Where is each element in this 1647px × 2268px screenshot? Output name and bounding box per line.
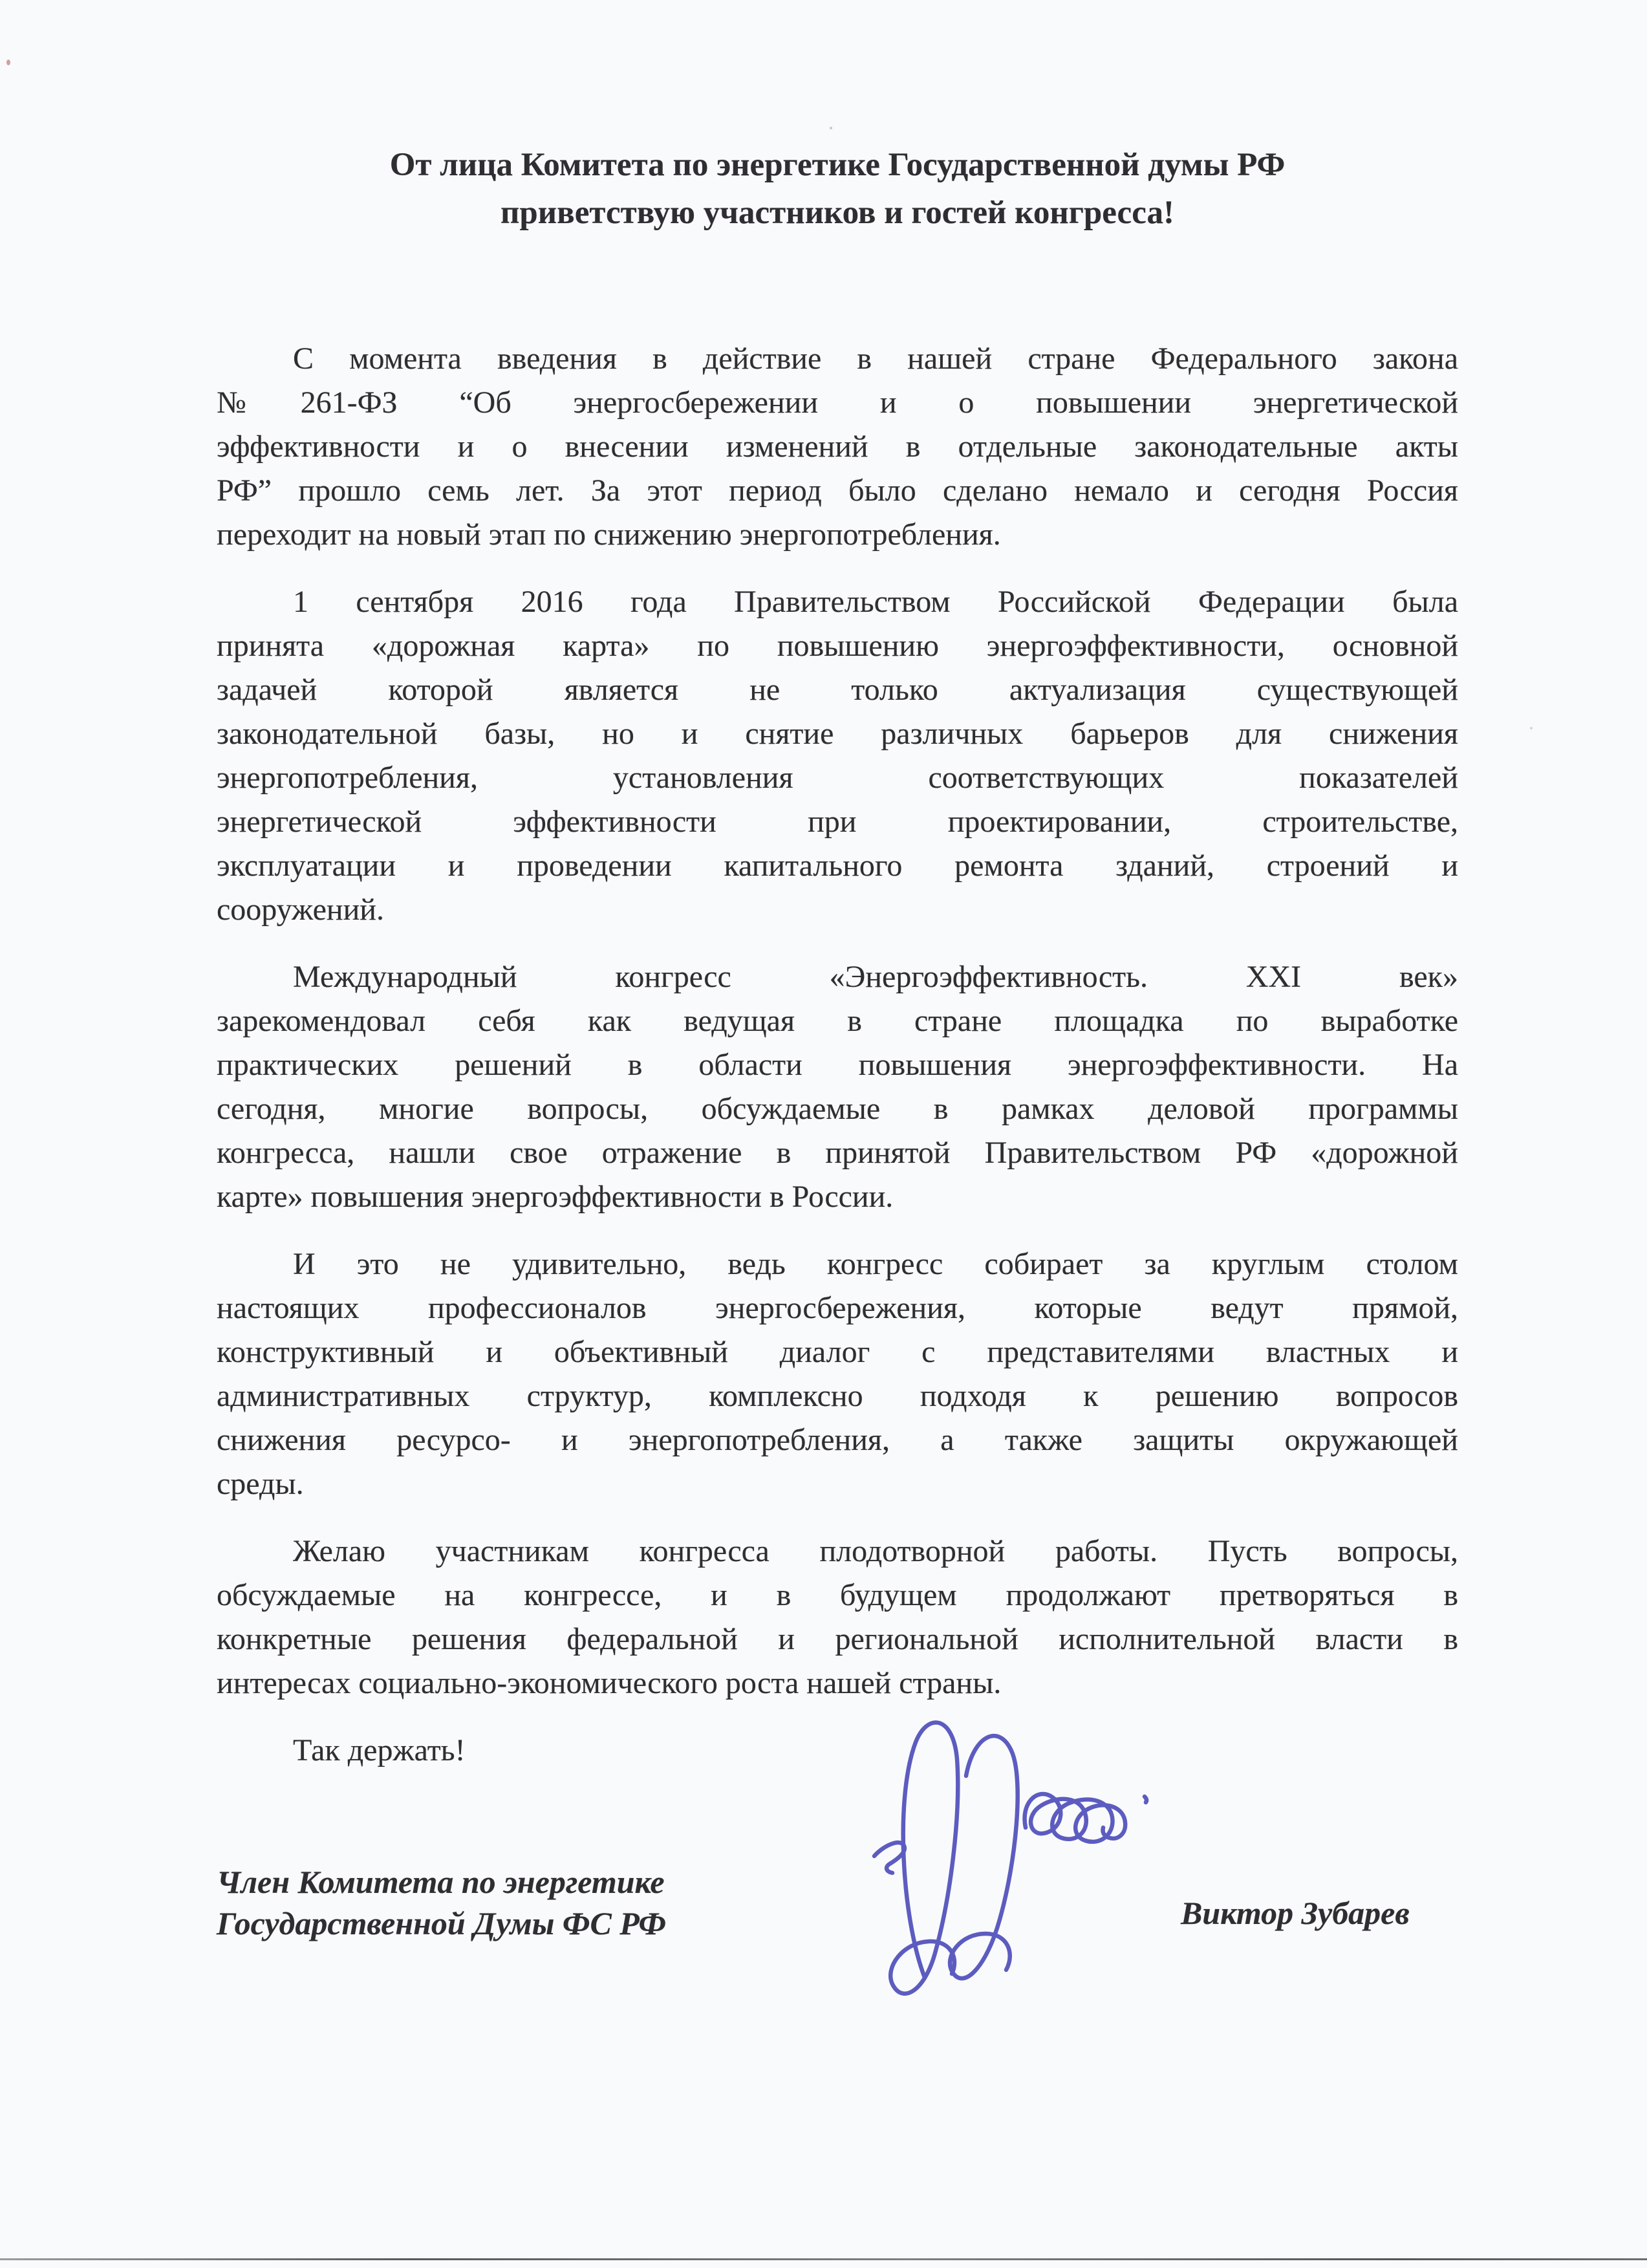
paragraph-line: Международный конгресс «Энергоэффективность. XXI век»: [293, 960, 1458, 994]
paragraph-line: РФ” прошло семь лет. За этот период было сделано немало и сегодня Россия: [217, 473, 1458, 508]
signoff-role-line: Член Комитета по энергетике: [217, 1864, 665, 1900]
paragraph: [217, 1529, 1458, 1705]
signature-stroke: [950, 1736, 1018, 1978]
paragraph-line: сооружений.: [217, 892, 384, 927]
signoff-role-block: [217, 1861, 666, 1944]
signature-stroke: [1025, 1794, 1126, 1842]
paragraph-line: интересах социально-экономического роста нашей страны.: [217, 1666, 1002, 1700]
paragraph-line: энергопотребления, установления соответствующих показателей: [217, 761, 1458, 795]
letter-title-line: От лица Комитета по энергетике Государственной думы РФ: [389, 147, 1286, 183]
paragraph-line: конгресса, нашли свое отражение в принятой Правительством РФ «дорожной: [217, 1136, 1458, 1170]
paragraph-line: принята «дорожная карта» по повышению энергоэффективности, основной: [217, 629, 1458, 663]
letter-title: [217, 141, 1458, 237]
letter-body: [217, 0, 1458, 1773]
paragraph-line: настоящих профессионалов энергосбережения, которые ведут прямой,: [217, 1291, 1458, 1325]
paragraph-line: задачей которой является не только актуализация существующей: [217, 673, 1458, 707]
paragraph-line: практических решений в области повышения энергоэффективности. На: [217, 1048, 1458, 1082]
signature-stroke: [1145, 1797, 1146, 1802]
signoff-role-line: Государственной Думы ФС РФ: [217, 1905, 666, 1941]
paragraph-line: переходит на новый этап по снижению энергопотребления.: [217, 517, 1001, 552]
scan-bottom-edge-line: [0, 2258, 1647, 2260]
paragraph-line: С момента введения в действие в нашей стране Федерального закона: [293, 341, 1458, 376]
paragraph-line: эксплуатации и проведении капитального ремонта зданий, строений и: [217, 848, 1458, 883]
paragraph: [217, 955, 1458, 1219]
paragraph-line: снижения ресурсо- и энергопотребления, а также защиты окружающей: [217, 1423, 1458, 1457]
signature-stroke: [874, 1842, 905, 1873]
paragraph-line: законодательной базы, но и снятие различных барьеров для снижения: [217, 717, 1458, 751]
paragraph-line: конструктивный и объективный диалог с представителями властных и: [217, 1335, 1458, 1369]
paragraph-line: конкретные решения федеральной и региональной исполнительной власти в: [217, 1622, 1458, 1656]
signoff-name: Виктор Зубарев: [1181, 1895, 1410, 1931]
paragraph-line: среды.: [217, 1467, 304, 1501]
paragraph-line: 1 сентября 2016 года Правительством Российской Федерации была: [293, 585, 1458, 619]
closing-exclamation: [217, 1729, 1458, 1773]
paragraph-line: Так держать!: [293, 1733, 466, 1767]
paragraph-line: №261-ФЗ “Об энергосбережении и о повышении энергетической: [217, 385, 1458, 420]
letter-title-line: приветствую участников и гостей конгресса!: [501, 195, 1174, 231]
paragraph-line: сегодня, многие вопросы, обсуждаемые в рамках деловой программы: [217, 1092, 1458, 1126]
paragraph-line: И это не удивительно, ведь конгресс собирает за круглым столом: [293, 1247, 1458, 1281]
paragraph-line: карте» повышения энергоэффективности в России.: [217, 1180, 894, 1214]
paragraph: [217, 337, 1458, 557]
paragraph: [217, 1242, 1458, 1506]
paragraph-line: Желаю участникам конгресса плодотворной работы. Пусть вопросы,: [293, 1534, 1458, 1568]
paragraph-line: энергетической эффективности при проектировании, строительстве,: [217, 805, 1458, 839]
paragraph-line: зарекомендовал себя как ведущая в стране площадка по выработке: [217, 1004, 1458, 1038]
paragraph-line: административных структур, комплексно подходя к решению вопросов: [217, 1379, 1458, 1413]
paragraph-line: обсуждаемые на конгрессе, и в будущем продолжают претворяться в: [217, 1578, 1458, 1612]
handwritten-signature-icon: [852, 1700, 1227, 2010]
scan-speck: [1530, 727, 1533, 729]
scan-speck: [830, 127, 832, 129]
paragraph-line: эффективности и о внесении изменений в отдельные законодательные акты: [217, 429, 1458, 464]
scan-speck: [6, 59, 10, 65]
paragraph: [217, 580, 1458, 932]
